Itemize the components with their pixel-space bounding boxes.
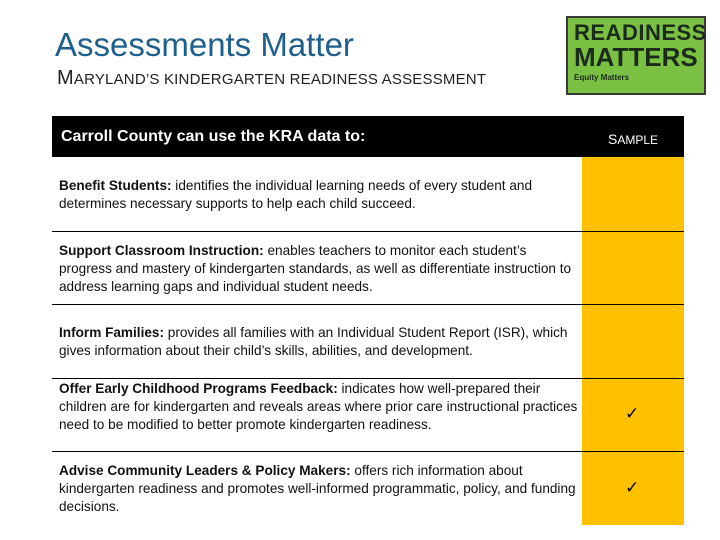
- page-subtitle: [57, 67, 486, 90]
- header-left: Carroll County can use the KRA data to:: [61, 128, 366, 145]
- row-label: Support Classroom Instruction:: [59, 243, 264, 258]
- row-text: offers rich information about kindergarten readiness and promotes well-informed programmatic, policy, and funding decisions.: [59, 463, 576, 514]
- table-row: [52, 177, 582, 213]
- readiness-matters-logo: [566, 16, 706, 95]
- logo-line1: READINESS: [574, 20, 707, 45]
- sample-initial: S: [608, 131, 618, 147]
- subtitle-initial: M: [57, 67, 74, 89]
- divider: [52, 231, 684, 232]
- divider: [52, 451, 684, 452]
- sample-rest: AMPLE: [617, 133, 659, 147]
- sample-column: [582, 157, 684, 525]
- page-title: Assessments Matter: [55, 26, 354, 63]
- logo-line2: MATTERS: [574, 42, 698, 72]
- checkmark-icon: ✓: [625, 404, 640, 423]
- table-row: [52, 324, 582, 360]
- table-row: [52, 380, 582, 434]
- table-row: [52, 242, 582, 296]
- row-label: Inform Families:: [59, 325, 164, 340]
- row-label: Advise Community Leaders & Policy Makers:: [59, 463, 351, 478]
- subtitle-rest: ARYLAND’S KINDERGARTEN READINESS ASSESSMENT: [73, 71, 487, 88]
- checkmark-icon: ✓: [625, 478, 640, 497]
- table-row: [52, 462, 582, 516]
- row-text: identifies the individual learning needs of every student and determines necessary supports to help each child succeed.: [59, 178, 533, 211]
- header-sample: [608, 131, 658, 147]
- row-text: provides all families with an Individual Student Report (ISR), which gives information about their child’s skills, abilities, and development.: [59, 325, 568, 358]
- table-header: [52, 116, 684, 157]
- row-label: Offer Early Childhood Programs Feedback:: [59, 381, 338, 396]
- row-text: enables teachers to monitor each student’s progress and mastery of kindergarten standards, as well as differentiate instruction to address learning gaps and individual student needs.: [59, 243, 572, 294]
- divider: [52, 304, 684, 305]
- logo-tagline: Equity Matters: [574, 73, 630, 82]
- row-text: indicates how well-prepared their children are for kindergarten and reveals areas where prior care instructional practices need to be modified to better promote kindergarten readiness.: [59, 381, 578, 432]
- row-label: Benefit Students:: [59, 178, 172, 193]
- divider: [52, 378, 684, 379]
